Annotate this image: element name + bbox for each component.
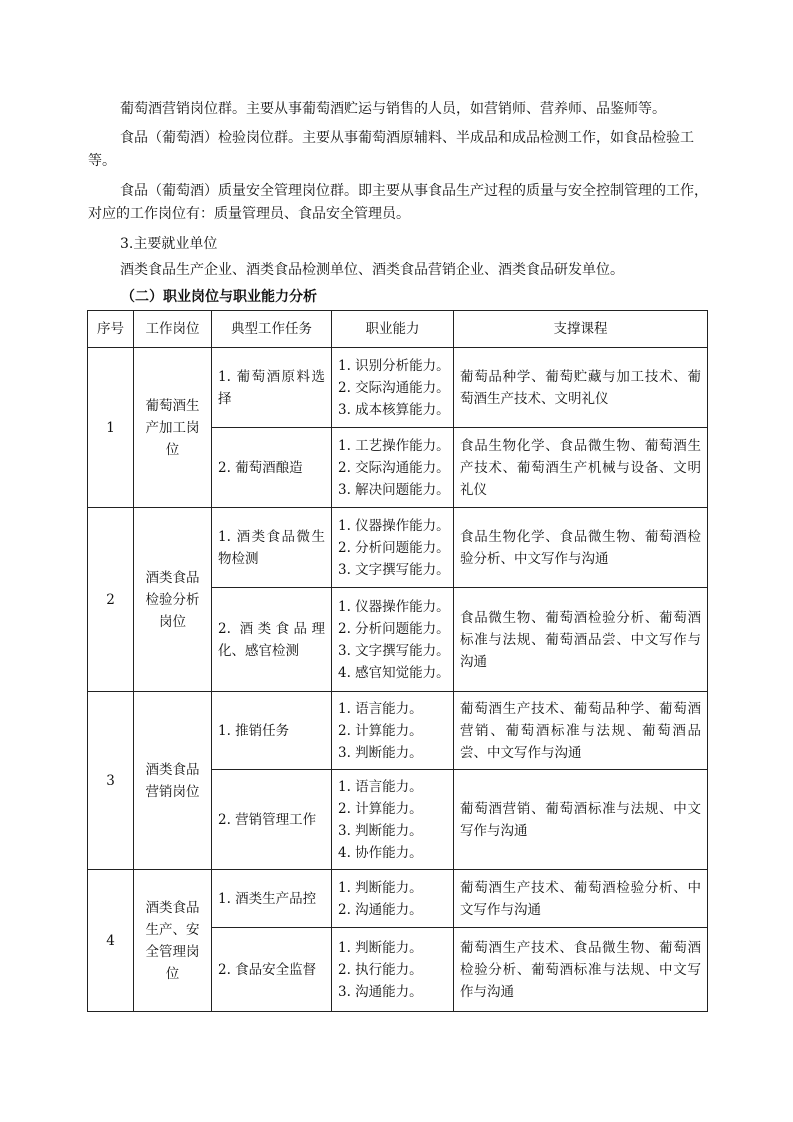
support-courses: 食品生物化学、食品微生物、葡萄酒检验分析、中文写作与沟通 — [454, 508, 708, 588]
paragraph-employers: 酒类食品生产企业、酒类食品检测单位、酒类食品营销企业、酒类食品研发单位。 — [120, 262, 624, 278]
ability-list — [332, 428, 454, 508]
support-courses: 葡萄酒生产技术、食品微生物、葡萄酒检验分析、葡萄酒标准与法规、中文写作与沟通 — [454, 928, 708, 1012]
row-number: 1 — [88, 348, 134, 508]
header-post: 工作岗位 — [134, 311, 212, 348]
typical-task: 2. 营销管理工作 — [212, 770, 332, 870]
support-courses: 葡萄酒生产技术、葡萄酒检验分析、中文写作与沟通 — [454, 870, 708, 928]
work-post: 酒类食品检验分析岗位 — [134, 508, 212, 692]
table-row — [88, 870, 708, 928]
ability-item: 2. 交际沟通能力。 — [338, 379, 450, 396]
work-post: 酒类食品生产、安全管理岗位 — [134, 870, 212, 1012]
table-row — [88, 692, 708, 770]
header-ability: 职业能力 — [332, 311, 454, 348]
work-post: 葡萄酒生产加工岗位 — [134, 348, 212, 508]
ability-item: 1. 工艺操作能力。 — [338, 437, 450, 454]
typical-task: 1. 酒类生产品控 — [212, 870, 332, 928]
ability-list — [332, 588, 454, 692]
ability-item: 3. 文字撰写能力。 — [338, 642, 450, 659]
ability-item: 2. 分析问题能力。 — [338, 620, 450, 637]
ability-item: 3. 判断能力。 — [338, 744, 423, 761]
support-courses: 食品微生物、葡萄酒检验分析、葡萄酒标准与法规、葡萄酒品尝、中文写作与沟通 — [454, 588, 708, 692]
ability-item: 3. 沟通能力。 — [338, 983, 423, 1000]
ability-analysis-table — [87, 310, 708, 1012]
ability-item: 2. 执行能力。 — [338, 961, 423, 978]
ability-item: 1. 仪器操作能力。 — [338, 598, 450, 615]
ability-list — [332, 508, 454, 588]
table-header-row — [88, 311, 708, 348]
ability-item: 2. 分析问题能力。 — [338, 539, 450, 556]
support-courses: 葡萄品种学、葡萄贮藏与加工技术、葡萄酒生产技术、文明礼仪 — [454, 348, 708, 428]
ability-item: 4. 感官知觉能力。 — [338, 664, 450, 681]
ability-item: 2. 计算能力。 — [338, 800, 423, 817]
table-row — [88, 508, 708, 588]
ability-item: 1. 识别分析能力。 — [338, 357, 450, 374]
typical-task: 1. 葡萄酒原料选择 — [212, 348, 332, 428]
row-number: 3 — [88, 692, 134, 870]
support-courses: 葡萄酒营销、葡萄酒标准与法规、中文写作与沟通 — [454, 770, 708, 870]
row-number: 2 — [88, 508, 134, 692]
paragraph-quality-group: 食品（葡萄酒）质量安全管理岗位群。即主要从事食品生产过程的质量与安全控制管理的工作，对应的工作岗位有：质量管理员、食品安全管理员。 — [88, 183, 708, 222]
typical-task: 1. 酒类食品微生物检测 — [212, 508, 332, 588]
ability-item: 1. 仪器操作能力。 — [338, 517, 450, 534]
ability-list — [332, 870, 454, 928]
support-courses: 葡萄酒生产技术、葡萄品种学、葡萄酒营销、葡萄酒标准与法规、葡萄酒品尝、中文写作与沟通 — [454, 692, 708, 770]
ability-item: 1. 判断能力。 — [338, 879, 423, 896]
ability-list — [332, 928, 454, 1012]
work-post: 酒类食品营销岗位 — [134, 692, 212, 870]
typical-task: 1. 推销任务 — [212, 692, 332, 770]
paragraph-marketing-group: 葡萄酒营销岗位群。主要从事葡萄酒贮运与销售的人员，如营销师、营养师、品鉴师等。 — [120, 101, 666, 117]
header-num: 序号 — [88, 311, 134, 348]
ability-item: 1. 判断能力。 — [338, 939, 423, 956]
table-row — [88, 348, 708, 428]
ability-item: 3. 文字撰写能力。 — [338, 561, 450, 578]
paragraph-inspection-group: 食品（葡萄酒）检验岗位群。主要从事葡萄酒原辅料、半成品和成品检测工作，如食品检验工等。 — [88, 130, 694, 169]
typical-task: 2. 食品安全监督 — [212, 928, 332, 1012]
ability-list — [332, 692, 454, 770]
ability-item: 2. 交际沟通能力。 — [338, 459, 450, 476]
typical-task: 2. 葡萄酒酿造 — [212, 428, 332, 508]
ability-item: 1. 语言能力。 — [338, 778, 423, 795]
ability-item: 3. 解决问题能力。 — [338, 481, 450, 498]
ability-item: 1. 语言能力。 — [338, 700, 423, 717]
ability-item: 2. 沟通能力。 — [338, 901, 423, 918]
header-course: 支撑课程 — [454, 311, 708, 348]
section-title: （二）职业岗位与职业能力分析 — [121, 289, 317, 305]
header-task: 典型工作任务 — [212, 311, 332, 348]
heading-employers: 3.主要就业单位 — [120, 236, 218, 252]
support-courses: 食品生物化学、食品微生物、葡萄酒生产技术、葡萄酒生产机械与设备、文明礼仪 — [454, 428, 708, 508]
ability-item: 4. 协作能力。 — [338, 844, 423, 861]
row-number: 4 — [88, 870, 134, 1012]
ability-list — [332, 770, 454, 870]
ability-item: 3. 判断能力。 — [338, 822, 423, 839]
ability-item: 2. 计算能力。 — [338, 722, 423, 739]
ability-list — [332, 348, 454, 428]
typical-task: 2. 酒类食品理化、感官检测 — [212, 588, 332, 692]
ability-item: 3. 成本核算能力。 — [338, 401, 450, 418]
